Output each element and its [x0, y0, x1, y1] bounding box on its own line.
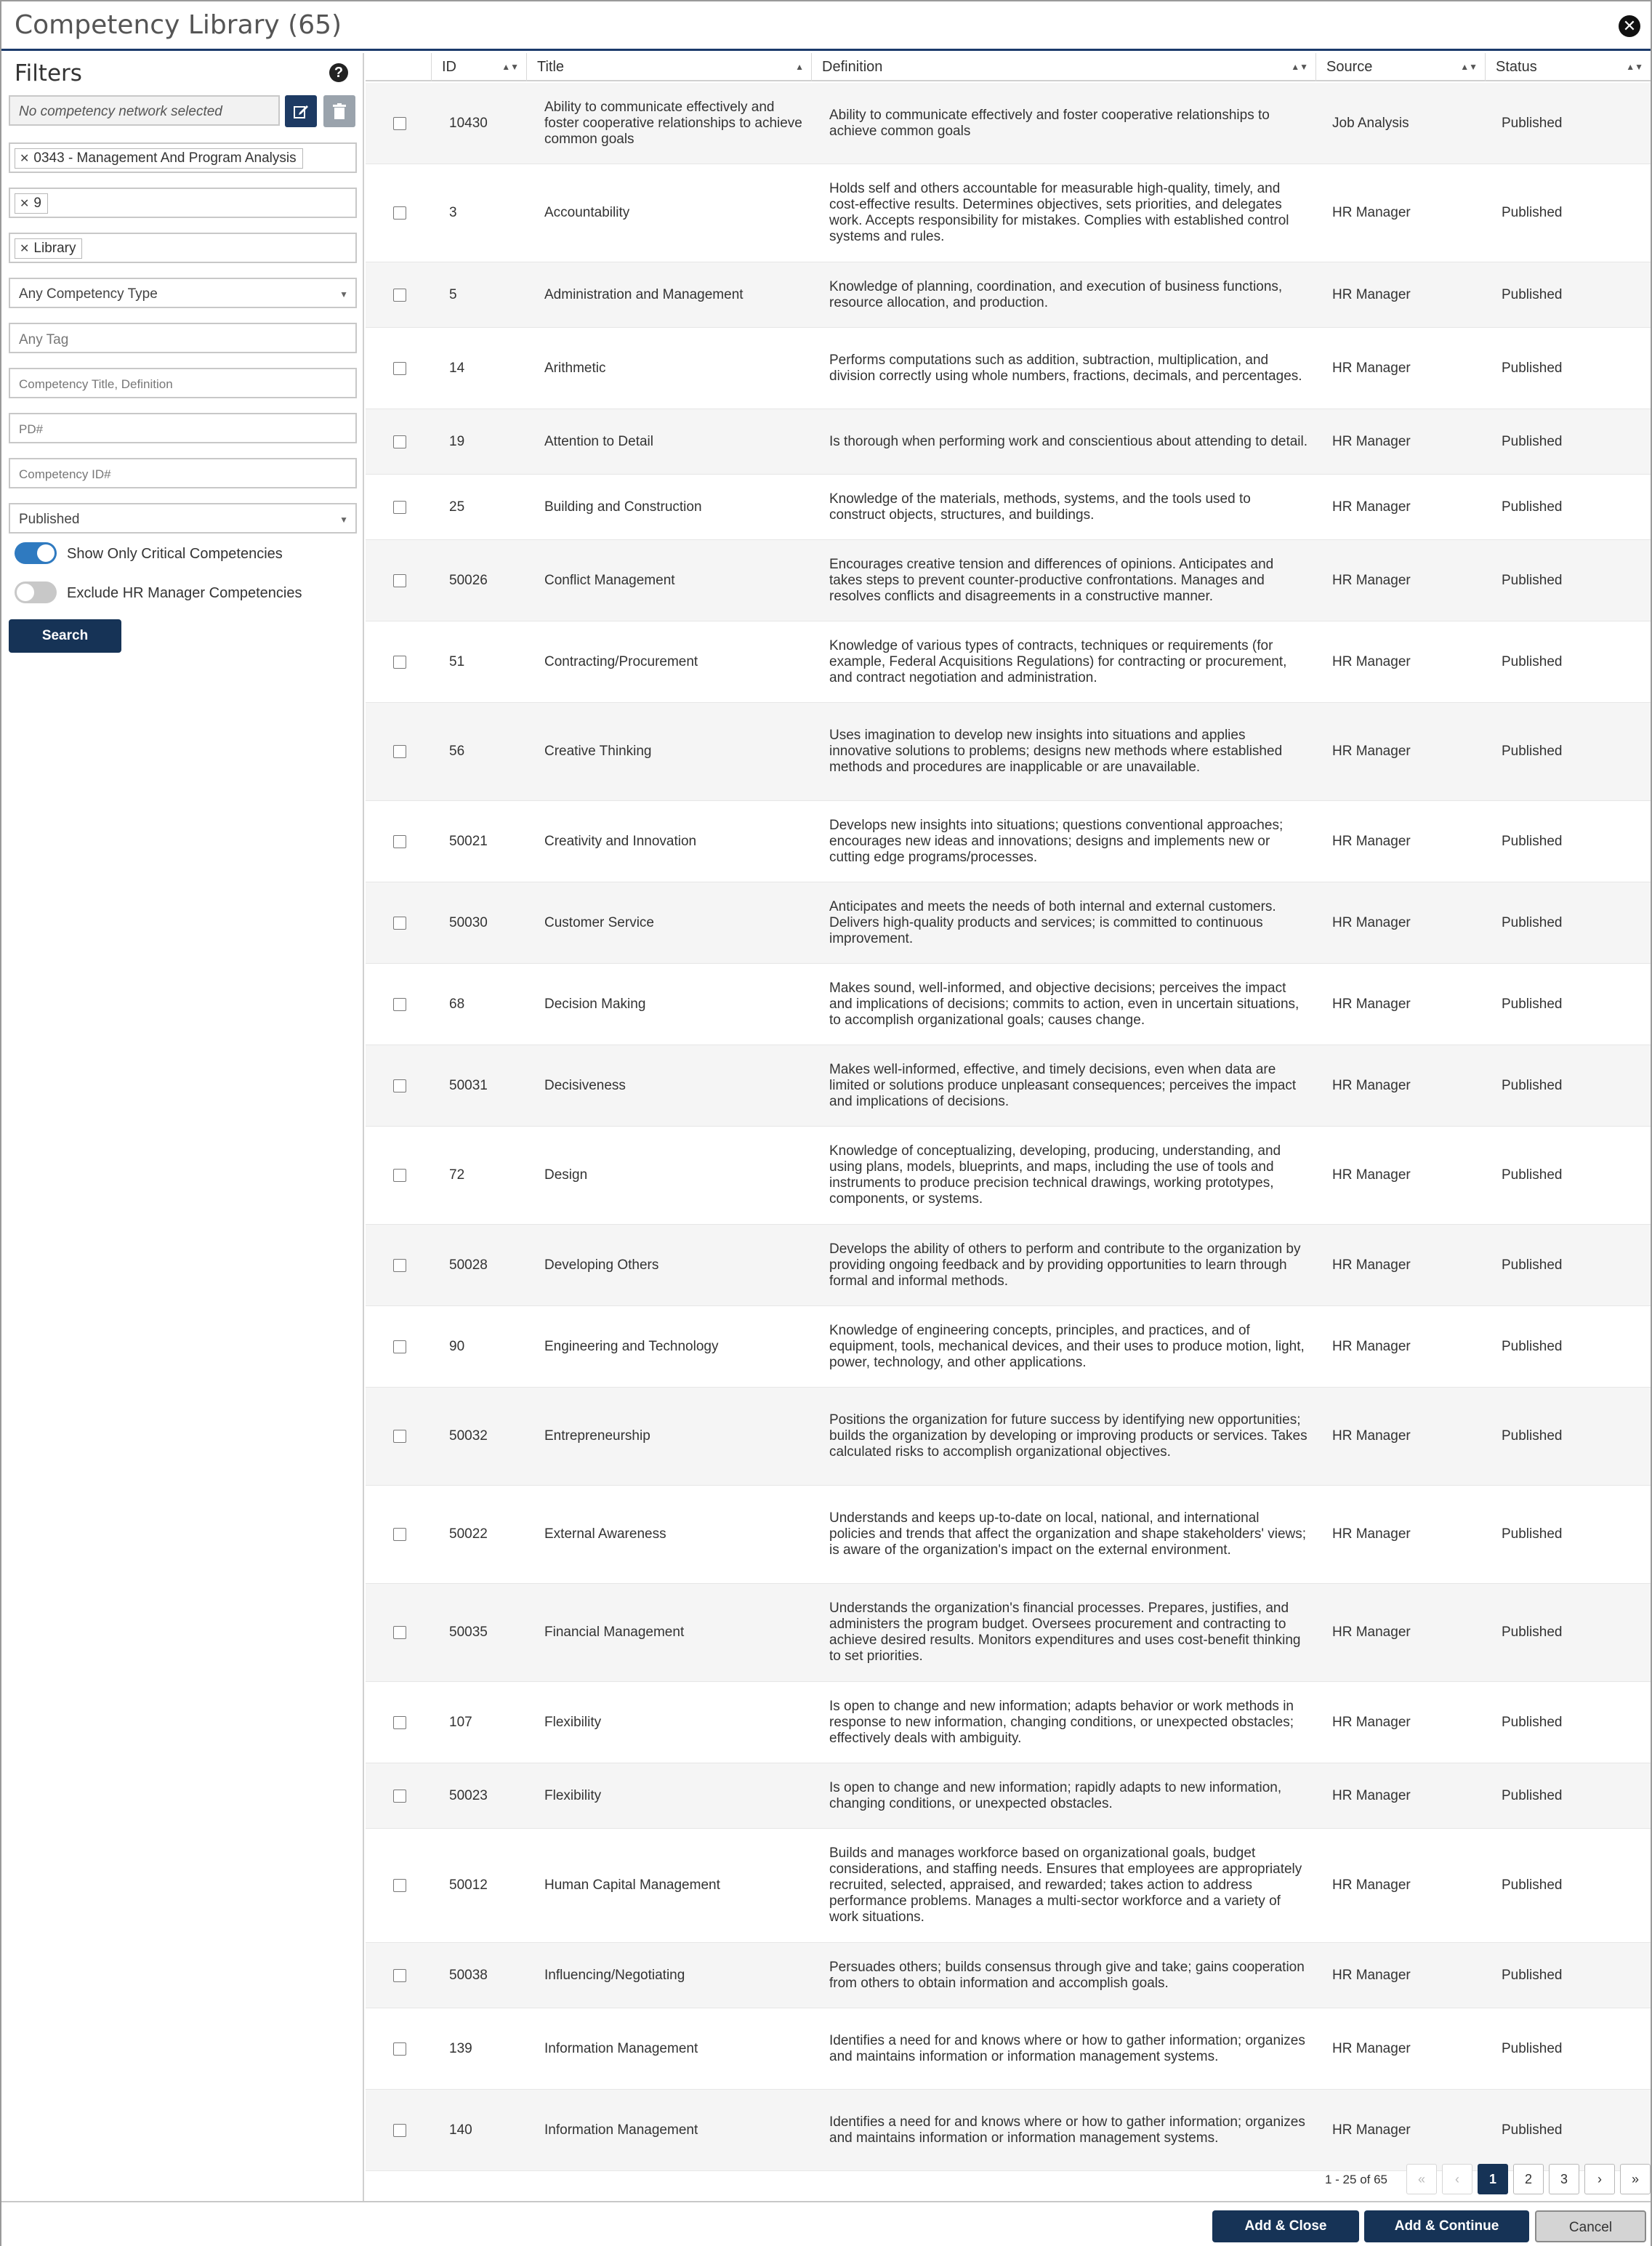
row-checkbox[interactable]: [393, 206, 406, 220]
row-checkbox[interactable]: [393, 435, 406, 448]
cell-status: Published: [1502, 360, 1563, 376]
cell-title: Influencing/Negotiating: [544, 1967, 685, 1983]
title-definition-placeholder: Competency Title, Definition: [19, 377, 173, 391]
table-row[interactable]: [366, 2008, 1651, 2090]
cell-definition: Persuades others; builds consensus through give and take; gains cooperation from others to obtain information and accomplish goals.: [829, 1959, 1305, 1991]
table-row[interactable]: [366, 540, 1651, 621]
table-row[interactable]: [366, 1486, 1651, 1584]
column-header-title-label: Title: [537, 59, 565, 75]
cell-id: 50030: [449, 914, 488, 930]
critical-toggle[interactable]: [15, 542, 57, 564]
cell-status: Published: [1502, 1787, 1563, 1803]
cell-source: HR Manager: [1332, 360, 1411, 376]
cell-status: Published: [1502, 1625, 1563, 1640]
table-row[interactable]: [366, 83, 1651, 164]
table-row[interactable]: [366, 262, 1651, 328]
competency-id-input[interactable]: [9, 458, 357, 488]
cell-id: 50028: [449, 1257, 488, 1273]
grade-chip-label: 9: [33, 196, 41, 211]
cell-source: HR Manager: [1332, 1167, 1411, 1183]
table-row[interactable]: [366, 1682, 1651, 1763]
status-select[interactable]: [9, 503, 357, 534]
tag-placeholder: Any Tag: [19, 332, 69, 347]
cell-definition: Is thorough when performing work and conscientious about attending to detail.: [829, 433, 1308, 449]
cell-id: 50026: [449, 572, 488, 588]
cell-id: 90: [449, 1338, 465, 1354]
cell-title: Flexibility: [544, 1714, 602, 1730]
cell-definition: Holds self and others accountable for measurable high-quality, timely, and cost-effective results. Determines objectives, sets priorities, and delegates work. Accepts responsibility for mistakes. Complies with established control systems and rules.: [829, 181, 1289, 244]
cell-title: Creative Thinking: [544, 744, 652, 759]
cell-id: 72: [449, 1167, 465, 1183]
cell-title: Engineering and Technology: [544, 1338, 719, 1354]
first-page-button[interactable]: «: [1406, 2164, 1437, 2194]
grade-chip: [15, 193, 48, 214]
cell-id: 10430: [449, 115, 488, 131]
select-column-header: [366, 53, 431, 81]
dialog-footer: [1, 2201, 1651, 2246]
cell-source: HR Manager: [1332, 1077, 1411, 1093]
cell-title: Design: [544, 1167, 588, 1183]
table-row[interactable]: [366, 1127, 1651, 1225]
page-button-2[interactable]: 2: [1513, 2164, 1544, 2194]
table-row[interactable]: [366, 1763, 1651, 1829]
dialog-title: Competency Library (65): [15, 10, 342, 40]
remove-chip-icon[interactable]: ✕: [20, 153, 30, 165]
cell-title: Creativity and Innovation: [544, 833, 697, 849]
cell-definition: Ability to communicate effectively and foster cooperative relationships to achieve common goals: [829, 107, 1270, 139]
cell-status: Published: [1502, 833, 1563, 849]
table-row[interactable]: [366, 1306, 1651, 1388]
column-header-source[interactable]: [1315, 53, 1485, 81]
series-filter[interactable]: [9, 142, 357, 173]
table-row[interactable]: [366, 703, 1651, 801]
cell-definition: Is open to change and new information; rapidly adapts to new information, changing conditions, or unexpected obstacles.: [829, 1779, 1282, 1811]
source-chip-label: Library: [33, 241, 76, 256]
cell-title: Flexibility: [544, 1787, 602, 1803]
row-checkbox[interactable]: [393, 574, 406, 587]
cell-title: Ability to communicate effectively and foster cooperative relationships to achieve common goals: [544, 99, 802, 147]
sort-icon: ▲▼: [1626, 62, 1643, 72]
row-checkbox[interactable]: [393, 1969, 406, 1982]
row-checkbox[interactable]: [393, 1879, 406, 1892]
help-icon[interactable]: ?: [329, 63, 348, 82]
cell-status: Published: [1502, 286, 1563, 302]
table-row[interactable]: [366, 409, 1651, 475]
cell-title: Accountability: [544, 205, 630, 220]
cell-id: 50031: [449, 1077, 488, 1093]
cell-id: 50035: [449, 1625, 488, 1640]
delete-network-button[interactable]: [323, 95, 355, 127]
cell-status: Published: [1502, 1167, 1563, 1183]
cell-title: Attention to Detail: [544, 433, 653, 449]
chevron-down-icon: ▼: [339, 515, 348, 525]
table-row[interactable]: [366, 2090, 1651, 2171]
table-row[interactable]: [366, 1584, 1651, 1682]
cell-status: Published: [1502, 572, 1563, 588]
cell-title: Customer Service: [544, 914, 654, 930]
row-checkbox[interactable]: [393, 1626, 406, 1639]
table-body: [366, 83, 1651, 2171]
toggle-knob: [37, 544, 55, 562]
cell-id: 51: [449, 653, 465, 669]
competency-type-value: Any Competency Type: [19, 286, 158, 302]
column-header-source-label: Source: [1326, 59, 1373, 75]
remove-chip-icon[interactable]: ✕: [20, 243, 30, 255]
dialog-titlebar: [1, 1, 1651, 51]
previous-page-button[interactable]: ‹: [1442, 2164, 1472, 2194]
toggle-knob: [17, 584, 34, 601]
cell-source: HR Manager: [1332, 1967, 1411, 1983]
cell-definition: Makes well-informed, effective, and timely decisions, even when data are limited or solutions produce unpleasant consequences; perceives the impact and implications of decisions.: [829, 1061, 1297, 1109]
row-checkbox[interactable]: [393, 1716, 406, 1729]
chevron-down-icon: ▼: [339, 289, 348, 299]
search-button[interactable]: Search: [9, 619, 121, 653]
cell-title: External Awareness: [544, 1526, 666, 1542]
cell-source: HR Manager: [1332, 572, 1411, 588]
cell-definition: Identifies a need for and knows where or how to gather information; organizes and maintains information or information management systems.: [829, 2032, 1305, 2064]
sort-icon: ▲▼: [1460, 62, 1478, 72]
cell-status: Published: [1502, 653, 1563, 669]
column-header-definition-label: Definition: [822, 59, 883, 75]
cell-status: Published: [1502, 205, 1563, 220]
table-row[interactable]: [366, 801, 1651, 882]
table-row[interactable]: [366, 1388, 1651, 1486]
cell-definition: Makes sound, well-informed, and objective decisions; perceives the impact and implications of decisions; commits to action, even in uncertain situations, to accomplish organizational goals; causes change.: [829, 980, 1300, 1028]
cell-definition: Encourages creative tension and differences of opinions. Anticipates and takes steps to prevent counter-productive confrontations. Manages and resolves conflicts and disagreements in a constructive manner.: [829, 556, 1274, 604]
table-row[interactable]: [366, 1829, 1651, 1943]
cell-title: Conflict Management: [544, 572, 675, 588]
sort-icon: ▲▼: [501, 62, 519, 72]
cell-status: Published: [1502, 914, 1563, 930]
cell-id: 5: [449, 286, 457, 302]
row-checkbox[interactable]: [393, 1528, 406, 1541]
row-checkbox[interactable]: [393, 745, 406, 758]
cell-source: HR Manager: [1332, 2040, 1411, 2056]
row-checkbox[interactable]: [393, 1169, 406, 1182]
cell-id: 50022: [449, 1526, 488, 1542]
cell-source: HR Manager: [1332, 1625, 1411, 1640]
edit-icon: [293, 103, 309, 119]
row-checkbox[interactable]: [393, 835, 406, 848]
cell-title: Decision Making: [544, 996, 646, 1012]
cell-definition: Uses imagination to develop new insights into situations and applies innovative solutions to problems; designs new methods where established methods and procedures are inapplicable or are unavailable.: [829, 728, 1283, 775]
column-header-status-label: Status: [1496, 59, 1537, 75]
pd-input[interactable]: [9, 413, 357, 443]
cell-source: HR Manager: [1332, 499, 1411, 515]
add-close-button[interactable]: Add & Close: [1212, 2210, 1359, 2242]
cell-definition: Builds and manages workforce based on organizational goals, budget considerations, and staffing needs. Ensures that employees are appropriately recruited, selected, appraised, and rewarded; takes action to address performance problems. Manages a multi-sector workforce and a variety of work situations.: [829, 1845, 1302, 1925]
row-checkbox[interactable]: [393, 2042, 406, 2056]
page-button-3[interactable]: 3: [1549, 2164, 1579, 2194]
cell-source: HR Manager: [1332, 914, 1411, 930]
cell-id: 56: [449, 744, 465, 759]
cell-definition: Knowledge of planning, coordination, and execution of business functions, resource allocation, and production.: [829, 278, 1283, 310]
row-checkbox[interactable]: [393, 917, 406, 930]
cell-source: HR Manager: [1332, 744, 1411, 759]
competency-type-select[interactable]: [9, 278, 357, 308]
cell-status: Published: [1502, 2122, 1563, 2138]
row-checkbox[interactable]: [393, 1790, 406, 1803]
cancel-button[interactable]: Cancel: [1535, 2210, 1646, 2242]
table-header: [366, 53, 1651, 81]
cell-source: HR Manager: [1332, 1428, 1411, 1444]
page-button-1[interactable]: 1: [1478, 2164, 1508, 2194]
cell-source: HR Manager: [1332, 1257, 1411, 1273]
cell-title: Financial Management: [544, 1625, 685, 1640]
status-value: Published: [19, 512, 80, 527]
cell-title: Arithmetic: [544, 360, 606, 376]
cell-source: HR Manager: [1332, 1714, 1411, 1730]
cell-id: 140: [449, 2122, 472, 2138]
cell-definition: Develops new insights into situations; questions conventional approaches; encourages new ideas and innovations; designs and implements new or cutting edge programs/processes.: [829, 817, 1284, 865]
cell-source: HR Manager: [1332, 286, 1411, 302]
cell-status: Published: [1502, 1338, 1563, 1354]
cell-source: HR Manager: [1332, 996, 1411, 1012]
cell-source: HR Manager: [1332, 653, 1411, 669]
source-chip: [15, 238, 82, 259]
table-row[interactable]: [366, 1045, 1651, 1127]
cell-status: Published: [1502, 1257, 1563, 1273]
cell-title: Decisiveness: [544, 1077, 626, 1093]
cell-title: Entrepreneurship: [544, 1428, 650, 1444]
cell-title: Developing Others: [544, 1257, 659, 1273]
cell-source: HR Manager: [1332, 433, 1411, 449]
table-row[interactable]: [366, 621, 1651, 703]
cell-id: 50023: [449, 1787, 488, 1803]
cell-status: Published: [1502, 1877, 1563, 1893]
cell-id: 107: [449, 1714, 472, 1730]
cell-status: Published: [1502, 115, 1563, 131]
cell-definition: Knowledge of various types of contracts, techniques or requirements (for example, Federal Acquisitions Regulations) for contracting or procurement, and contract negotiation and administration.: [829, 637, 1287, 685]
row-checkbox[interactable]: [393, 2124, 406, 2137]
close-icon[interactable]: ✕: [1619, 15, 1640, 37]
cell-source: HR Manager: [1332, 1787, 1411, 1803]
trash-icon: [332, 103, 347, 119]
edit-network-button[interactable]: [285, 95, 317, 127]
cell-status: Published: [1502, 1077, 1563, 1093]
cell-definition: Understands the organization's financial processes. Prepares, justifies, and administers the program budget. Oversees procurement and contracting to achieve desired results. Monitors expenditures and uses cost-benefit thinking to set priorities.: [829, 1601, 1301, 1664]
last-page-button[interactable]: »: [1620, 2164, 1651, 2194]
cell-title: Administration and Management: [544, 286, 744, 302]
cell-id: 50038: [449, 1967, 488, 1983]
source-filter[interactable]: [9, 233, 357, 263]
column-header-title[interactable]: [526, 53, 811, 81]
grade-filter[interactable]: [9, 188, 357, 218]
cell-definition: Develops the ability of others to perform and contribute to the organization by providing ongoing feedback and by providing opportunities to learn through formal and informal methods.: [829, 1241, 1301, 1289]
row-checkbox[interactable]: [393, 1430, 406, 1443]
cell-status: Published: [1502, 2040, 1563, 2056]
table-row[interactable]: [366, 1225, 1651, 1306]
row-checkbox[interactable]: [393, 1079, 406, 1092]
cell-source: HR Manager: [1332, 1877, 1411, 1893]
cell-title: Information Management: [544, 2040, 698, 2056]
cell-definition: Knowledge of conceptualizing, developing, producing, understanding, and using plans, models, blueprints, and maps, including the use of tools and instruments to produce precision technical drawings, working prototypes, components, or systems.: [829, 1143, 1281, 1207]
pd-placeholder: PD#: [19, 422, 44, 436]
cell-definition: Performs computations such as addition, subtraction, multiplication, and division correctly using whole numbers, fractions, decimals, and percentages.: [829, 352, 1302, 384]
cell-source: HR Manager: [1332, 1338, 1411, 1354]
filters-panel: [1, 53, 364, 2201]
sort-ascending-icon: ▲: [795, 62, 804, 72]
competency-table: [366, 53, 1651, 2201]
cell-source: HR Manager: [1332, 833, 1411, 849]
remove-chip-icon[interactable]: ✕: [20, 198, 30, 210]
row-checkbox[interactable]: [393, 1259, 406, 1272]
cell-id: 14: [449, 360, 465, 376]
cell-definition: Is open to change and new information; adapts behavior or work methods in response to new information, changing conditions, or unexpected obstacles; effectively deals with ambiguity.: [829, 1698, 1294, 1746]
competency-id-placeholder: Competency ID#: [19, 467, 111, 481]
cell-id: 50021: [449, 833, 488, 849]
cell-definition: Knowledge of the materials, methods, systems, and the tools used to construct objects, structures, and buildings.: [829, 491, 1251, 523]
row-checkbox[interactable]: [393, 501, 406, 514]
cell-title: Contracting/Procurement: [544, 653, 698, 669]
series-chip-label: 0343 - Management And Program Analysis: [33, 150, 297, 166]
series-chip: [15, 148, 303, 169]
cell-source: HR Manager: [1332, 205, 1411, 220]
cell-id: 3: [449, 205, 457, 220]
cell-source: HR Manager: [1332, 2122, 1411, 2138]
row-checkbox[interactable]: [393, 362, 406, 375]
cell-title: Human Capital Management: [544, 1877, 720, 1893]
column-header-definition[interactable]: [811, 53, 1315, 81]
cell-definition: Understands and keeps up-to-date on local, national, and international policies and trends that affect the organization and shape stakeholders' views; is aware of the organization's impact on the external environment.: [829, 1510, 1307, 1558]
pagination-info: 1 - 25 of 65: [1325, 2173, 1388, 2186]
cell-title: Building and Construction: [544, 499, 702, 515]
row-checkbox[interactable]: [393, 998, 406, 1011]
cell-definition: Anticipates and meets the needs of both internal and external customers. Delivers high-quality products and services; is committed to continuous improvement.: [829, 898, 1276, 946]
row-checkbox[interactable]: [393, 117, 406, 130]
cell-source: HR Manager: [1332, 1526, 1411, 1542]
cell-status: Published: [1502, 1526, 1563, 1542]
cell-status: Published: [1502, 433, 1563, 449]
cell-status: Published: [1502, 1714, 1563, 1730]
table-row[interactable]: [366, 328, 1651, 409]
cell-id: 25: [449, 499, 465, 515]
sort-icon: ▲▼: [1291, 62, 1308, 72]
add-continue-button[interactable]: Add & Continue: [1364, 2210, 1529, 2242]
table-row[interactable]: [366, 964, 1651, 1045]
table-row[interactable]: [366, 1943, 1651, 2008]
exclude-hr-toggle-label: Exclude HR Manager Competencies: [67, 585, 302, 601]
row-checkbox[interactable]: [393, 1340, 406, 1353]
cell-definition: Positions the organization for future success by identifying new opportunities; builds the organization by developing or improving products or services. Takes calculated risks to accomplish organizational objectives.: [829, 1412, 1308, 1460]
cell-title: Information Management: [544, 2122, 698, 2138]
column-header-id[interactable]: [431, 53, 526, 81]
cell-definition: Identifies a need for and knows where or how to gather information; organizes and maintains information or information management systems.: [829, 2114, 1305, 2146]
filters-title: Filters: [15, 60, 82, 86]
cell-status: Published: [1502, 1967, 1563, 1983]
row-checkbox[interactable]: [393, 656, 406, 669]
title-definition-input[interactable]: [9, 368, 357, 398]
column-header-id-label: ID: [442, 59, 456, 75]
competency-network-field: No competency network selected: [9, 95, 280, 126]
column-header-status[interactable]: [1485, 53, 1651, 81]
exclude-hr-toggle[interactable]: [15, 581, 57, 603]
cell-id: 139: [449, 2040, 472, 2056]
table-row[interactable]: [366, 475, 1651, 540]
cell-definition: Knowledge of engineering concepts, principles, and practices, and of equipment, tools, mechanical devices, and their uses to produce motion, light, power, technology, and other applications.: [829, 1322, 1305, 1370]
cell-source: Job Analysis: [1332, 115, 1409, 131]
cell-id: 50012: [449, 1877, 488, 1893]
row-checkbox[interactable]: [393, 289, 406, 302]
cell-id: 19: [449, 433, 465, 449]
next-page-button[interactable]: ›: [1584, 2164, 1615, 2194]
cell-status: Published: [1502, 996, 1563, 1012]
cell-status: Published: [1502, 744, 1563, 759]
table-row[interactable]: [366, 882, 1651, 964]
tag-input[interactable]: [9, 323, 357, 353]
cell-id: 50032: [449, 1428, 488, 1444]
critical-toggle-label: Show Only Critical Competencies: [67, 546, 283, 562]
cell-status: Published: [1502, 499, 1563, 515]
cell-status: Published: [1502, 1428, 1563, 1444]
cell-id: 68: [449, 996, 465, 1012]
table-row[interactable]: [366, 164, 1651, 262]
